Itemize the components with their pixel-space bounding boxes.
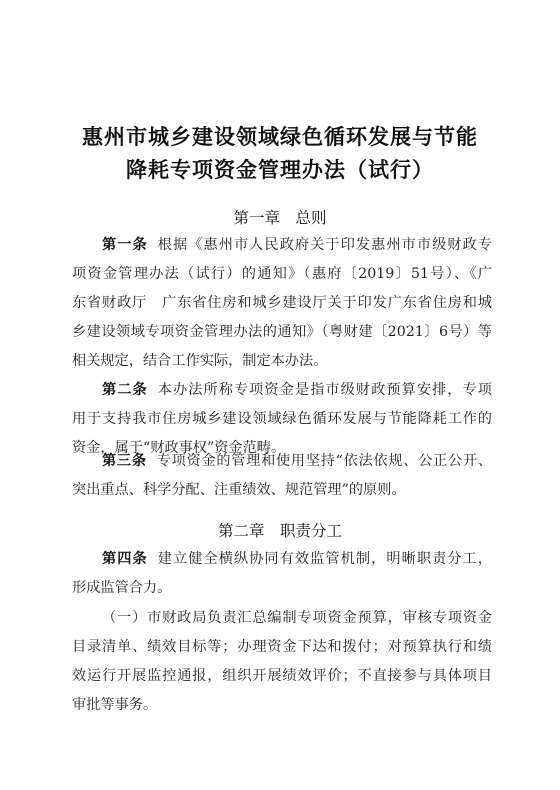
article-1-line-4: 乡建设领域专项资金管理办法的通知》（粤财建〔2021〕6号）等 bbox=[72, 324, 492, 340]
article-3-text: 专项资金的管理和使用坚持“依法依规、公正公开、 bbox=[156, 453, 492, 469]
item-1-line-1: （一）市财政局负责汇总编制专项资金预算，审核专项资金 bbox=[102, 610, 492, 626]
article-1-line-2: 项资金管理办法（试行）的通知》（惠府〔2019〕51号）、《广 bbox=[72, 266, 492, 282]
chapter-heading-2: 第二章 职责分工 bbox=[217, 522, 342, 540]
article-2-line-1 bbox=[102, 378, 492, 402]
item-1-line-4: 审批等事务。 bbox=[72, 697, 158, 713]
article-2-text: 本办法所称专项资金是指市级财政预算安排，专项 bbox=[157, 382, 492, 398]
article-4-label: 第四条 bbox=[102, 551, 148, 567]
document-title-line-1: 惠州市城乡建设领域绿色循环发展与节能 bbox=[82, 124, 478, 149]
article-2-label: 第二条 bbox=[102, 382, 148, 398]
chapter-heading-1: 第一章 总则 bbox=[233, 209, 327, 227]
article-2-line-3: 资金，属于“财政事权”资金范畴。 bbox=[72, 440, 286, 456]
article-1-text: 根据《惠州市人民政府关于印发惠州市市级财政专 bbox=[157, 237, 492, 253]
article-1-line-1 bbox=[102, 233, 492, 257]
article-1-line-5: 相关规定，结合工作实际，制定本办法。 bbox=[72, 353, 328, 369]
article-1-line-3: 东省财政厅 广东省住房和城乡建设厅关于印发广东省住房和城 bbox=[72, 295, 492, 311]
article-4-text: 建立健全横纵协同有效监管机制，明晰职责分工， bbox=[157, 551, 492, 567]
article-4-line-1 bbox=[102, 547, 492, 571]
document-title-line-2: 降耗专项资金管理办法（试行） bbox=[126, 157, 434, 182]
article-3-line-1 bbox=[102, 449, 492, 473]
item-1-line-2: 目录清单、绩效目标等；办理资金下达和拨付；对预算执行和绩 bbox=[72, 639, 492, 655]
article-4-line-2: 形成监管合力。 bbox=[72, 580, 172, 596]
article-3-label: 第三条 bbox=[102, 453, 147, 469]
item-1-line-3: 效运行开展监控通报，组织开展绩效评价；不直接参与具体项目 bbox=[72, 668, 492, 684]
article-3-line-2: 突出重点、科学分配、注重绩效、规范管理”的原则。 bbox=[72, 482, 406, 498]
article-2-line-2: 用于支持我市住房城乡建设领域绿色循环发展与节能降耗工作的 bbox=[72, 411, 492, 427]
article-1-label: 第一条 bbox=[102, 237, 148, 253]
